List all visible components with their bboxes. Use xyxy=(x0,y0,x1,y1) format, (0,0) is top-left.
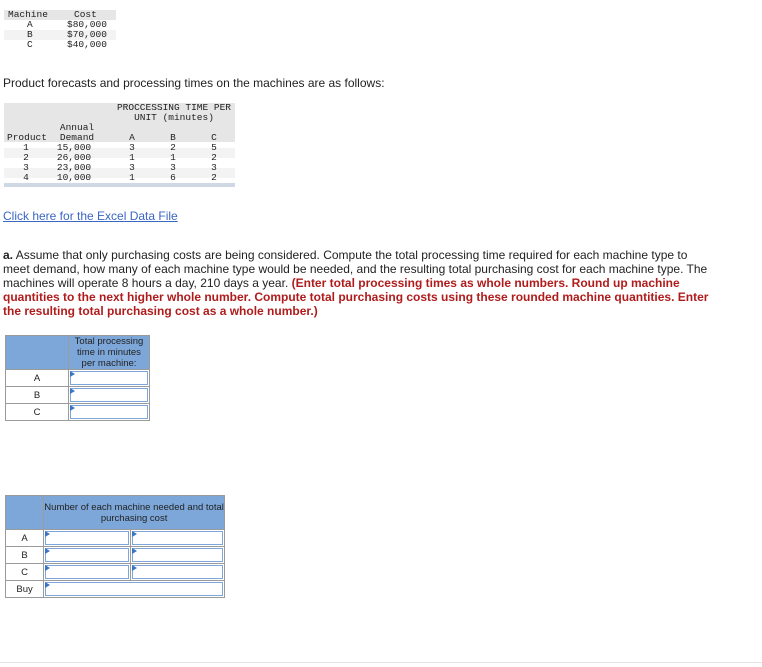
input-box[interactable] xyxy=(132,565,223,579)
machine-column-header: Machine xyxy=(8,9,48,20)
time-a-cell: 1 xyxy=(129,172,135,183)
proc-row-stripe xyxy=(4,168,235,178)
time-b-cell: 2 xyxy=(170,142,176,153)
machine-cell: C xyxy=(27,39,33,50)
purchasing-cost-input-c[interactable] xyxy=(130,564,224,581)
machines-needed-input-b[interactable] xyxy=(44,547,130,564)
time-a-cell: 3 xyxy=(129,142,135,153)
grid2-row-label: A xyxy=(6,530,44,547)
purchasing-cost-input-b[interactable] xyxy=(130,547,224,564)
product-cell: 1 xyxy=(23,142,29,153)
time-a-cell: 1 xyxy=(129,152,135,163)
input-marker-icon xyxy=(70,371,75,377)
input-box[interactable] xyxy=(132,548,223,562)
grid2-corner-cell xyxy=(6,496,44,530)
machine-c-header: C xyxy=(211,132,217,143)
input-box[interactable] xyxy=(45,565,128,579)
grid2-header: Number of each machine needed and total purchasing cost xyxy=(44,496,225,530)
buy-input[interactable] xyxy=(44,581,225,598)
input-box[interactable] xyxy=(45,531,128,545)
group-header-line2: UNIT (minutes) xyxy=(134,112,214,123)
machine-b-header: B xyxy=(170,132,176,143)
product-cell: 3 xyxy=(23,162,29,173)
product-cell: 4 xyxy=(23,172,29,183)
machine-a-header: A xyxy=(129,132,135,143)
input-box[interactable] xyxy=(45,548,128,562)
demand-cell: 26,000 xyxy=(56,152,92,163)
excel-data-file-link[interactable]: Click here for the Excel Data File xyxy=(3,209,178,223)
machines-needed-input-c[interactable] xyxy=(44,564,130,581)
time-b-cell: 3 xyxy=(170,162,176,173)
input-marker-icon xyxy=(45,548,50,554)
cost-cell: $40,000 xyxy=(67,39,107,50)
input-box[interactable] xyxy=(70,405,148,419)
grid1-corner-cell xyxy=(6,336,69,370)
grid1-row-label: B xyxy=(6,387,69,404)
demand-cell: 10,000 xyxy=(56,172,92,183)
time-c-cell: 5 xyxy=(211,142,217,153)
input-marker-icon xyxy=(132,531,137,537)
grid1-row-label: C xyxy=(6,404,69,421)
demand-header-line2: Demand xyxy=(59,132,95,143)
time-b-cell: 6 xyxy=(170,172,176,183)
product-cell: 2 xyxy=(23,152,29,163)
machine-cell: A xyxy=(27,19,33,30)
time-c-cell: 2 xyxy=(211,152,217,163)
machines-needed-input-a[interactable] xyxy=(44,530,130,547)
demand-cell: 23,000 xyxy=(56,162,92,173)
time-b-cell: 1 xyxy=(170,152,176,163)
cost-row xyxy=(4,40,116,50)
demand-header-line1: Annual xyxy=(59,122,95,133)
machine-cell: B xyxy=(27,29,33,40)
time-c-cell: 2 xyxy=(211,172,217,183)
input-box[interactable] xyxy=(132,531,223,545)
demand-cell: 15,000 xyxy=(56,142,92,153)
input-marker-icon xyxy=(45,531,50,537)
time-c-cell: 3 xyxy=(211,162,217,173)
input-box[interactable] xyxy=(45,582,223,596)
processing-time-input-b[interactable] xyxy=(69,387,150,404)
processing-time-grid xyxy=(5,335,150,421)
time-a-cell: 3 xyxy=(129,162,135,173)
grid1-header: Total processing time in minutes per machine: xyxy=(69,336,150,370)
grid2-row-label: B xyxy=(6,547,44,564)
group-header-line1: PROCCESSING TIME PER xyxy=(116,102,232,113)
input-marker-icon xyxy=(132,565,137,571)
input-marker-icon xyxy=(70,405,75,411)
input-box[interactable] xyxy=(70,371,148,385)
grid2-row-label: Buy xyxy=(6,581,44,598)
question-body: Assume that only purchasing costs are being considered. Compute the total processing time required for each machine type to meet demand, how many of each machine type would be needed, and the resulting total purchasing cost for each machine type. The machines will operate 8 hours a day, 210 days a year. xyxy=(3,248,708,290)
cost-cell: $70,000 xyxy=(67,29,107,40)
input-marker-icon xyxy=(45,565,50,571)
input-marker-icon xyxy=(45,582,50,588)
machines-needed-grid xyxy=(5,495,225,598)
cost-cell: $80,000 xyxy=(67,19,107,30)
input-marker-icon xyxy=(132,548,137,554)
product-header: Product xyxy=(7,132,47,143)
proc-footer-rule xyxy=(4,183,235,187)
processing-time-input-c[interactable] xyxy=(69,404,150,421)
question-instructions xyxy=(3,248,713,318)
processing-time-input-a[interactable] xyxy=(69,370,150,387)
input-box[interactable] xyxy=(70,388,148,402)
question-label: a. xyxy=(3,248,14,262)
processing-time-table xyxy=(4,103,235,192)
bottom-divider xyxy=(0,662,762,663)
proc-row-stripe xyxy=(4,148,235,158)
grid1-row-label: A xyxy=(6,370,69,387)
question-emphasis: (Enter total processing times as whole numbers. Round up machine quantities to the next higher whole number. Compute total purchasing costs using these rounded machine quantities. Enter the resulting total purchasing cost as a whole number.) xyxy=(3,276,709,318)
grid2-row-label: C xyxy=(6,564,44,581)
input-marker-icon xyxy=(70,388,75,394)
cost-column-header: Cost xyxy=(74,9,97,20)
purchasing-cost-input-a[interactable] xyxy=(130,530,224,547)
machine-cost-table xyxy=(4,10,116,50)
intro-text: Product forecasts and processing times on the machines are as follows: xyxy=(3,76,385,90)
